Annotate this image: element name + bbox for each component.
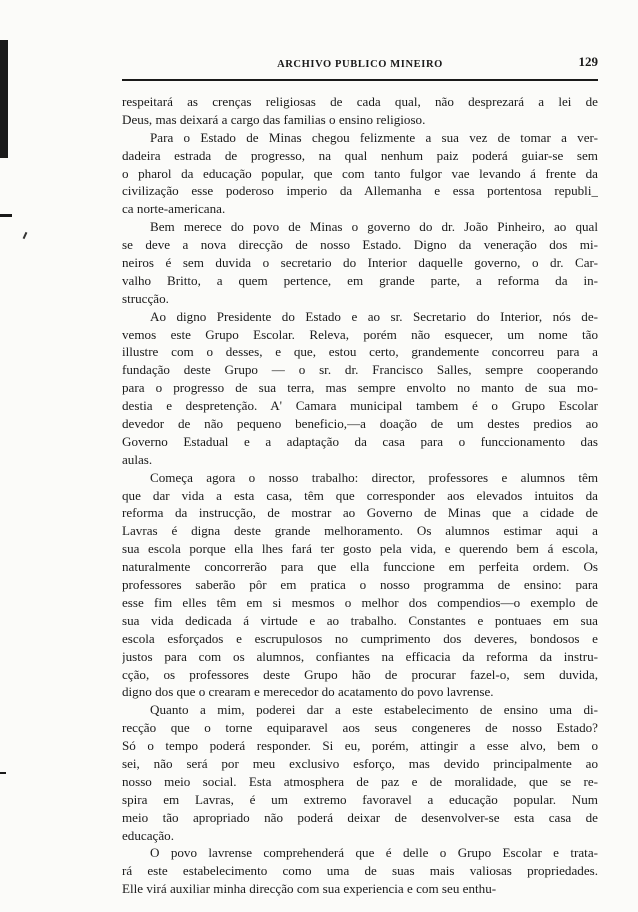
page-header <box>122 54 598 78</box>
text-line: Deus, mas deixará a cargo das familias o ensino religioso. <box>122 111 426 127</box>
text-line: Começa agora o nosso trabalho: director, professores e alumnos têm <box>150 469 598 485</box>
binding-edge-mark <box>0 214 12 217</box>
text-line: civilização esse poderoso imperio da Allemanha e essa portentosa republi_ <box>122 183 598 199</box>
text-line: reforma da instrucção, de mostrar ao Governo de Minas que a cidade de <box>122 505 598 521</box>
text-line: vemos este Grupo Escolar. Releva, porém não esquecer, um nome tão <box>122 326 598 342</box>
text-line: nosso meio social. Esta atmosphera de paz e de moralidade, que se re- <box>122 773 598 789</box>
text-line: meio tão apropriado não poderá deixar de desenvolver-se esta casa de <box>122 809 598 825</box>
text-line: digno dos que o crearam e merecedor do acatamento do povo lavrense. <box>122 684 494 700</box>
text-line: Só o tempo poderá responder. Si eu, porém, attingir a esse alvo, bem o <box>122 738 598 754</box>
text-line: strucção. <box>122 290 169 306</box>
text-line: sei, não será por meu exclusivo esforço, mas devido principalmente ao <box>122 755 598 771</box>
text-line: sua escola porque ella lhes fará ter gosto pela vida, e querendo bem á escola, <box>122 541 598 557</box>
text-line: Lavras é digna deste grande melhoramento. Os alumnos estimar aqui a <box>122 523 598 539</box>
body-text <box>122 93 598 898</box>
text-line: rá este estabelecimento como uma de suas mais valiosas propriedades. <box>122 863 598 879</box>
paragraph <box>122 701 598 844</box>
text-line: valho Britto, a quem pertence, em grande parte, a reforma da in- <box>122 272 598 288</box>
page-number: 129 <box>578 54 598 69</box>
paragraph <box>122 844 598 898</box>
text-line: educação. <box>122 827 174 843</box>
binding-edge-mark <box>0 40 8 158</box>
text-line: professores saberão pôr em pratica o nosso programma de ensino: para <box>122 577 598 593</box>
text-line: Governo Estadual e a adaptação da casa para o funccionamento das <box>122 433 598 449</box>
text-line: cção, os professores deste Grupo hão de procurar fazel-o, sem duvida, <box>122 666 598 682</box>
header-rule <box>122 79 598 81</box>
running-title: ARCHIVO PUBLICO MINEIRO <box>277 59 443 70</box>
text-line: recção que o torne equiparavel aos seus congeneres de nosso Estado? <box>122 720 598 736</box>
paragraph <box>122 469 598 702</box>
text-line: destia e despretenção. A' Camara municipal tambem é o Grupo Escolar <box>122 398 598 414</box>
paragraph <box>122 93 598 129</box>
text-line: Ao digno Presidente do Estado e ao sr. Secretario do Interior, nós de- <box>150 308 598 324</box>
text-line: ca norte-americana. <box>122 201 226 217</box>
text-line: escola esforçados e escrupulosos no cumprimento dos deveres, bondosos e <box>122 630 598 646</box>
text-line: neiros é sem duvida o secretario do Interior daquelle governo, o dr. Car- <box>122 255 598 271</box>
text-line: justos para com os alumnos, confiantes na efficacia da reforma da instru- <box>122 648 598 664</box>
text-line: dadeira estrada de progresso, na qual nenhum paiz poderá guiar-se sem <box>122 147 598 163</box>
text-line: aulas. <box>122 451 153 467</box>
text-line: para o progresso de sua terra, mas sempre envolto no manto de sua mo- <box>122 380 598 396</box>
binding-edge-mark <box>0 772 6 774</box>
text-line: spira em Lavras, é um extremo favoravel a educação popular. Num <box>122 791 598 807</box>
text-line: se deve a nova direcção de nosso Estado. Digno da veneração dos mi- <box>122 237 598 253</box>
text-line: naturalmente concorrerão para que ella funccione em perfeita ordem. Os <box>122 559 598 575</box>
text-line: illustre com o desses, e que, estou certo, grandemente concorreu para a <box>122 344 598 360</box>
text-line: O povo lavrense comprehenderá que é delle o Grupo Escolar e trata- <box>150 845 598 861</box>
text-line: devedor de não pequeno beneficio,—a doação de um destes predios ao <box>122 416 598 432</box>
text-line: fundação deste Grupo — o sr. dr. Francisco Salles, sempre cooperando <box>122 362 598 378</box>
text-line: que dar vida a esta casa, têm que corresponder aos elevados intuitos da <box>122 487 598 503</box>
text-line: Bem merece do povo de Minas o governo do dr. João Pinheiro, ao qual <box>150 219 598 235</box>
paragraph <box>122 218 598 307</box>
text-line: sua vida dedicada á virtude e ao trabalho. Constantes e pontuaes em sua <box>122 612 598 628</box>
text-line: Quanto a mim, poderei dar a este estabelecimento de ensino uma di- <box>150 702 598 718</box>
paragraph <box>122 308 598 469</box>
text-line: o pharol da educação popular, que com tanto fulgor vae levando á frente da <box>122 165 598 181</box>
text-line: respeitará as crenças religiosas de cada qual, não desprezará a lei de <box>122 94 598 109</box>
paragraph <box>122 129 598 218</box>
text-line: Para o Estado de Minas chegou felizmente a sua vez de tomar a ver- <box>150 129 598 145</box>
ink-speck <box>23 232 28 239</box>
text-line: Elle virá auxiliar minha direcção com sua experiencia e com seu enthu- <box>122 881 497 897</box>
text-line: esse fim elles têm em si mesmos o melhor dos compendios—o exemplo de <box>122 594 598 610</box>
